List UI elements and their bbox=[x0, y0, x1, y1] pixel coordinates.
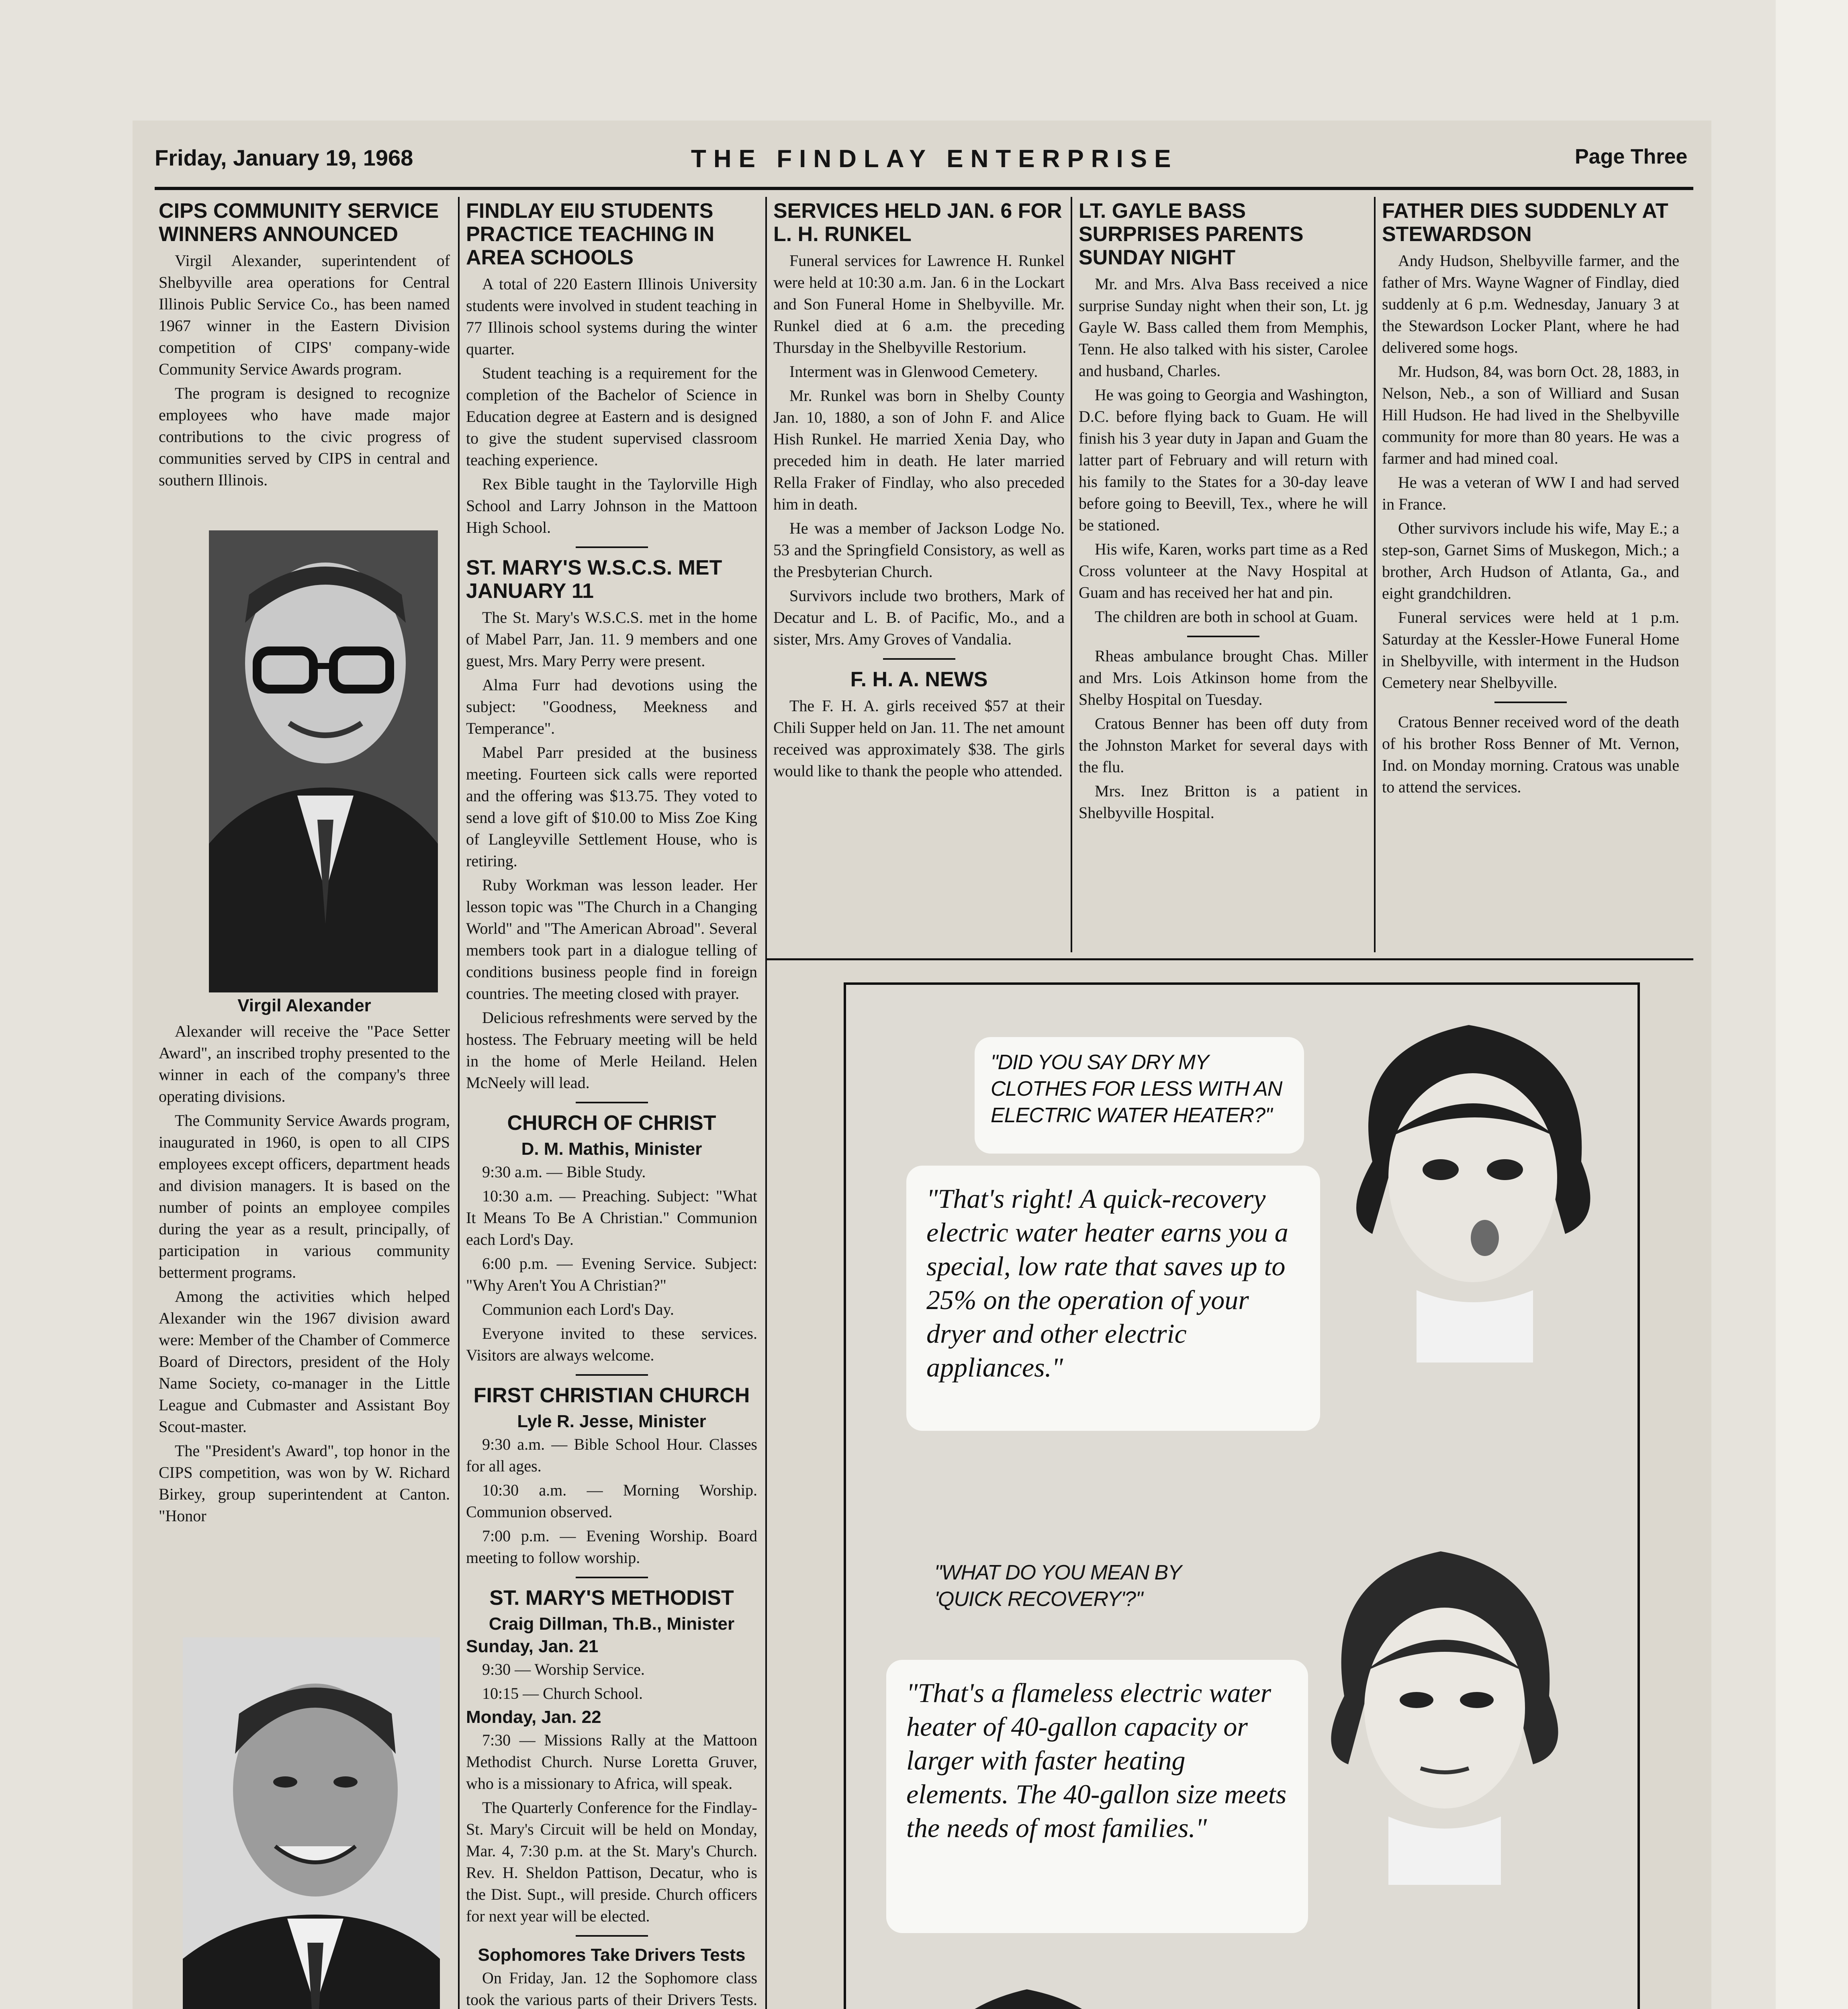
church-minister: D. M. Mathis, Minister bbox=[521, 1139, 702, 1159]
paragraph: Student teaching is a requirement for the completion of the Bachelor of Science in Education degree at Eastern and is designed to give the student supervised classroom teaching experience. bbox=[466, 364, 757, 469]
paragraph: He was a member of Jackson Lodge No. 53 and the Springfield Consistory, as well as the Presbyterian Church. bbox=[773, 519, 1065, 581]
paragraph: Cratous Benner has been off duty from the Johnston Market for several days with the flu. bbox=[1079, 714, 1368, 776]
column-1-top bbox=[159, 197, 450, 493]
schedule-day: Monday, Jan. 22 bbox=[466, 1707, 601, 1727]
paragraph: Delicious refreshments were served by the hostess. The February meeting will be held in the home of Merle Heiland. Helen McNeely will lead. bbox=[466, 1009, 757, 1092]
paragraph: The program is designed to recognize employees who have made major contributions to the civic progress of communities served by CIPS in central and southern Illinois. bbox=[159, 384, 450, 489]
answer-text: "That's a flameless electric water heater of 40-gallon capacity or larger with faster heating elements. The 40-gallon size meets the needs of most families." bbox=[906, 1678, 1287, 1843]
paragraph: Alma Furr had devotions using the subject: "Goodness, Meekness and Temperance". bbox=[466, 676, 757, 737]
paragraph: Mr. Runkel was born in Shelby County Jan. 10, 1880, a son of John F. and Alice Hish Runkel. He married Xenia Day, who preceded him in death. He later married Rella Fraker of Findlay, who also preceded him in death. bbox=[773, 387, 1065, 513]
question-text: "DID YOU SAY DRY MY CLOTHES FOR LESS WITH AN ELECTRIC WATER HEATER?" bbox=[991, 1051, 1282, 1127]
paragraph: He was a veteran of WW I and had served in France. bbox=[1382, 473, 1679, 513]
schedule-item: 6:00 p.m. — Evening Service. Subject: "Why Aren't You A Christian?" bbox=[466, 1254, 757, 1294]
column-divider bbox=[1374, 197, 1376, 952]
paragraph: Rex Bible taught in the Taylorville High School and Larry Johnson in the Mattoon High School. bbox=[466, 475, 757, 536]
column-3 bbox=[773, 197, 1065, 784]
answer-bubble bbox=[906, 1166, 1320, 1431]
church-headline: ST. MARY'S METHODIST bbox=[489, 1586, 734, 1610]
ad-top-rule bbox=[765, 958, 1693, 960]
answer-bubble bbox=[886, 1660, 1308, 1933]
paragraph: The St. Mary's W.S.C.S. met in the home of Mabel Parr, Jan. 11. 9 members and one guest, Mrs. Mary Perry were present. bbox=[466, 608, 757, 670]
separator bbox=[576, 1102, 648, 1103]
woman-face-illustration bbox=[886, 1969, 1167, 2009]
paragraph: Cratous Benner received word of the death of his brother Ross Benner of Mt. Vernon, Ind. on Monday morning. Cratous was unable to attend the services. bbox=[1382, 713, 1679, 796]
paragraph: Mr. Hudson, 84, was born Oct. 28, 1883, in Nelson, Neb., a son of Williard and Susan Hill Hudson. He had lived in the Shelbyville community for more than 80 years. He was a farmer and had mined coal. bbox=[1382, 362, 1679, 467]
paragraph: The Quarterly Conference for the Findlay-St. Mary's Circuit will be held on Monday, Mar. 4, 7:30 p.m. at the St. Mary's Church. Rev. H. Sheldon Pattison, Decatur, who is the Dist. Supt., will preside. Church officers for next year will be elected. bbox=[466, 1798, 757, 1925]
schedule-item: Communion each Lord's Day. bbox=[482, 1300, 674, 1318]
portrait-photo-w-r-birkey bbox=[183, 1637, 440, 2009]
paragraph: Among the activities which helped Alexander win the 1967 division award were: Member of the Chamber of Commerce Board of Directors, president of the Holy Name Society, co-manager in the Little League and Cubmaster and Assistant Boy Scout-master. bbox=[159, 1287, 450, 1436]
article-headline: FINDLAY EIU STUDENTS PRACTICE TEACHING IN AREA SCHOOLS bbox=[466, 199, 715, 269]
separator bbox=[576, 1935, 648, 1937]
paragraph: Interment was in Glenwood Cemetery. bbox=[789, 362, 1038, 381]
paragraph: Funeral services were held at 1 p.m. Saturday at the Kessler-Howe Funeral Home in Shelbyville, with interment in the Hudson Cemetery near Shelbyville. bbox=[1382, 608, 1679, 691]
schedule-item: 9:30 — Worship Service. bbox=[482, 1660, 645, 1678]
article-headline: LT. GAYLE BASS SURPRISES PARENTS SUNDAY NIGHT bbox=[1079, 199, 1304, 269]
masthead-title: THE FINDLAY ENTERPRISE bbox=[691, 145, 1178, 173]
schedule-item: 9:30 a.m. — Bible School Hour. Classes for all ages. bbox=[466, 1435, 757, 1475]
schedule-item: 7:00 p.m. — Evening Worship. Board meeting to follow worship. bbox=[466, 1527, 757, 1567]
separator bbox=[1494, 702, 1567, 703]
paragraph: He was going to Georgia and Washington, D.C. before flying back to Guam. He will finish his 3 year duty in Japan and Guam the latter part of February and will return with his family to the States for a 30-day leave before going to Beevill, Tex., where he will be stationed. bbox=[1079, 386, 1368, 534]
paragraph: A total of 220 Eastern Illinois University students were involved in student teaching in 77 Illinois school systems during the winter quarter. bbox=[466, 275, 757, 358]
issue-date: Friday, January 19, 1968 bbox=[155, 145, 413, 170]
paragraph: Funeral services for Lawrence H. Runkel were held at 10:30 a.m. Jan. 6 in the Lockart and Son Funeral Home in Shelbyville. Mr. Runkel died at 6 a.m. the preceding Thursday in the Shelbyville Restorium. bbox=[773, 252, 1065, 356]
separator bbox=[576, 546, 648, 548]
paragraph: Rheas ambulance brought Chas. Miller and Mrs. Lois Atkinson home from the Shelby Hospital on Tuesday. bbox=[1079, 647, 1368, 708]
header-rule bbox=[155, 187, 1693, 190]
church-minister: Lyle R. Jesse, Minister bbox=[517, 1412, 706, 1431]
woman-face-illustration bbox=[1324, 1009, 1613, 1371]
schedule-item: 10:30 a.m. — Morning Worship. Communion observed. bbox=[466, 1481, 757, 1521]
question-text: "WHAT DO YOU MEAN BY 'QUICK RECOVERY'?" bbox=[934, 1561, 1181, 1611]
paragraph: Mabel Parr presided at the business meeting. Fourteen sick calls were reported and the offering was $13.75. They voted to send a love gift of $10.00 to Miss Zoe King of Langleyville Settlement House, who is retiring. bbox=[466, 743, 757, 870]
paragraph: Alexander will receive the "Pace Setter Award", an inscribed trophy presented to the winner in each of the company's three operating divisions. bbox=[159, 1022, 450, 1105]
column-5 bbox=[1382, 197, 1679, 800]
schedule-item: 10:30 a.m. — Preaching. Subject: "What It Means To Be A Christian." Communion each Lord's Day. bbox=[466, 1187, 757, 1248]
column-4 bbox=[1079, 197, 1368, 826]
article-headline: SERVICES HELD JAN. 6 FOR L. H. RUNKEL bbox=[773, 199, 1062, 246]
article-headline: F. H. A. NEWS bbox=[850, 668, 988, 691]
church-headline: FIRST CHRISTIAN CHURCH bbox=[473, 1384, 750, 1407]
paragraph: The Community Service Awards program, inaugurated in 1960, is open to all CIPS employees except officers, department heads and division managers. It is based on the number of points an employee compiles during the year as a result, principally, of participation in various community betterment programs. bbox=[159, 1111, 450, 1281]
paragraph: Other survivors include his wife, May E.; a step-son, Garnet Sims of Muskegon, Mich.; a brother, Arch Hudson of Atlanta, Ga., and eight grandchildren. bbox=[1382, 519, 1679, 602]
column-divider bbox=[458, 197, 460, 2009]
separator bbox=[576, 1374, 648, 1376]
scan-margin bbox=[1776, 0, 1848, 2009]
column-2 bbox=[466, 197, 757, 2009]
paragraph: Virgil Alexander, superintendent of Shelbyville area operations for Central Illinois Public Service Co., has been named 1967 winner in the Eastern Division competition of CIPS' company-wide Community Service Awards program. bbox=[159, 252, 450, 378]
photo-caption: Virgil Alexander bbox=[237, 996, 371, 1015]
column-1-middle bbox=[159, 1021, 450, 1529]
schedule-day: Sunday, Jan. 21 bbox=[466, 1637, 599, 1656]
paragraph: Andy Hudson, Shelbyville farmer, and the father of Mrs. Wayne Wagner of Findlay, died suddenly at 6 p.m. Wednesday, January 3 at the Stewardson Locker Plant, where he had delivered some hogs. bbox=[1382, 252, 1679, 356]
paragraph: On Friday, Jan. 12 the Sophomore class took the various parts of their Drivers Tests. bbox=[466, 1969, 757, 2009]
column-divider bbox=[765, 197, 767, 2009]
page-number: Page Three bbox=[1575, 145, 1688, 168]
schedule-item: Everyone invited to these services. Visitors are always welcome. bbox=[466, 1324, 757, 1364]
article-headline: Sophomores Take Drivers Tests bbox=[478, 1945, 746, 1965]
article-headline: CIPS COMMUNITY SERVICE WINNERS ANNOUNCED bbox=[159, 199, 439, 246]
portrait-photo-virgil-alexander bbox=[209, 530, 438, 992]
separator bbox=[883, 658, 955, 660]
woman-face-illustration bbox=[1300, 1527, 1581, 1889]
question-bubble bbox=[975, 1037, 1304, 1154]
schedule-item: 7:30 — Missions Rally at the Mattoon Methodist Church. Nurse Loretta Gruver, who is a missionary to Africa, will speak. bbox=[466, 1731, 757, 1792]
paragraph: Mr. and Mrs. Alva Bass received a nice surprise Sunday night when their son, Lt. jg Gayle W. Bass called them from Memphis, Tenn. He also talked with his sister, Carolee and husband, Charles. bbox=[1079, 275, 1368, 380]
column-divider bbox=[1071, 197, 1072, 952]
paragraph: The children are both in school at Guam. bbox=[1095, 608, 1358, 626]
paragraph: Mrs. Inez Britton is a patient in Shelbyville Hospital. bbox=[1079, 782, 1368, 822]
paragraph: The F. H. A. girls received $57 at their Chili Supper held on Jan. 11. The net amount received was approximately $38. The girls would like to thank the people who attended. bbox=[773, 697, 1065, 780]
paragraph: Survivors include two brothers, Mark of Decatur and L. B. of Pacific, Mo., and a sister, Mrs. Amy Groves of Vandalia. bbox=[773, 587, 1065, 648]
cips-advertisement bbox=[844, 982, 1640, 2009]
paragraph: His wife, Karen, works part time as a Red Cross volunteer at the Navy Hospital at Guam and has received her hat and pin. bbox=[1079, 540, 1368, 601]
article-headline: ST. MARY'S W.S.C.S. MET JANUARY 11 bbox=[466, 556, 722, 603]
church-minister: Craig Dillman, Th.B., Minister bbox=[489, 1614, 735, 1634]
paragraph: Ruby Workman was lesson leader. Her lesson topic was "The Church in a Changing World" and "The American Abroad". Several members took part in a dialogue telling of conditions business people find in foreign countries. The meeting closed with prayer. bbox=[466, 876, 757, 1002]
article-headline: FATHER DIES SUDDENLY AT STEWARDSON bbox=[1382, 199, 1668, 246]
paragraph: The "President's Award", top honor in the CIPS competition, was won by W. Richard Birkey, group superintendent at Canton. "Honor bbox=[159, 1442, 450, 1525]
schedule-item: 10:15 — Church School. bbox=[482, 1684, 643, 1702]
answer-text: "That's right! A quick-recovery electric water heater earns you a special, low rate that saves up to 25% on the operation of your dryer and other electric appliances." bbox=[926, 1183, 1288, 1383]
schedule-item: 9:30 a.m. — Bible Study. bbox=[482, 1163, 646, 1181]
separator bbox=[1187, 636, 1259, 637]
church-headline: CHURCH OF CHRIST bbox=[507, 1111, 716, 1135]
separator bbox=[576, 1577, 648, 1578]
